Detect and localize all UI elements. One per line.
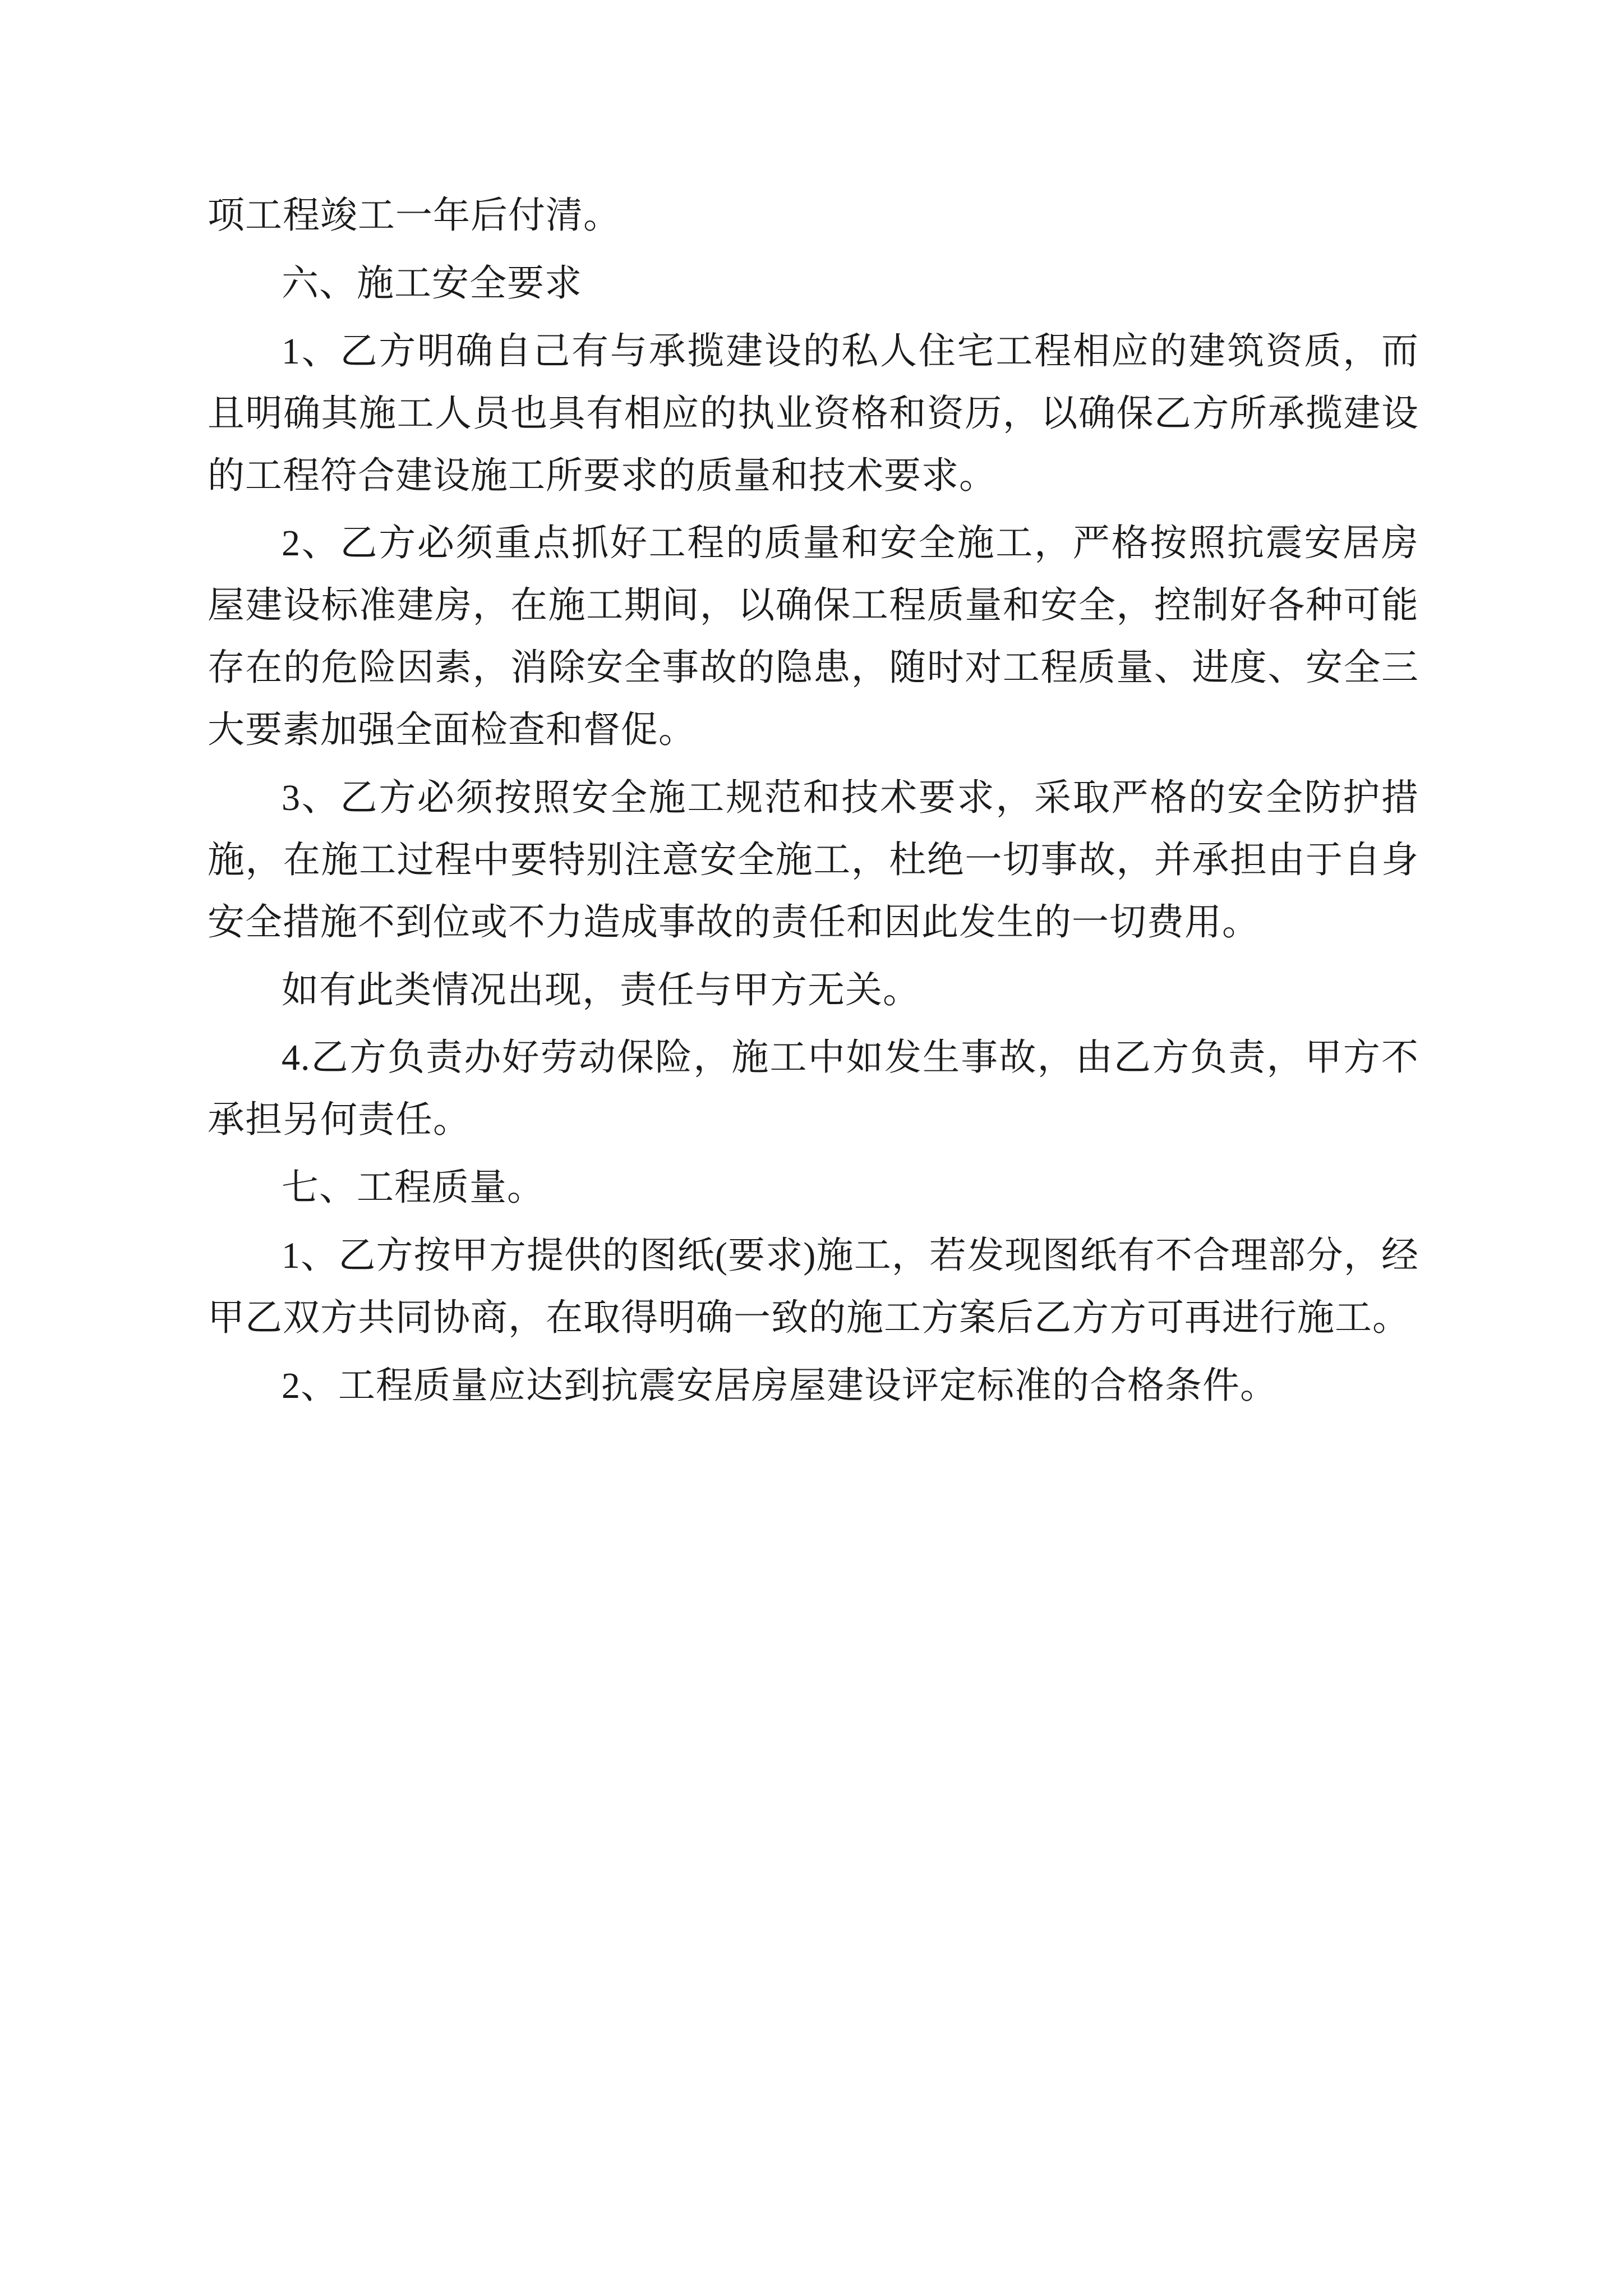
paragraph-section-seven-item-2: 2、工程质量应达到抗震安居房屋建设评定标准的合格条件。 [282,1365,1278,1406]
heading-section-six: 六、施工安全要求 [282,263,582,304]
paragraph-section-six-item-4: 4.乙方负责办好劳动保险，施工中如发生事故，由乙方负责，甲方不承担另何责任。 [208,1037,1419,1141]
paragraph-continuation-payment: 项工程竣工一年后付清。 [208,195,621,236]
paragraph-section-seven-item-1: 1、乙方按甲方提供的图纸(要求)施工，若发现图纸有不合理部分，经甲乙双方共同协商，在取得明确一致的施工方案后乙方方可再进行施工。 [208,1235,1419,1338]
paragraph-section-six-item-3: 3、乙方必须按照安全施工规范和技术要求，采取严格的安全防护措施，在施工过程中要特别注意安全施工，杜绝一切事故，并承担由于自身安全措施不到位或不力造成事故的责任和因此发生的一切费用。 [208,777,1419,943]
document-body [208,185,1419,1423]
paragraph-section-six-item-2: 2、乙方必须重点抓好工程的质量和安全施工，严格按照抗震安居房屋建设标准建房，在施工期间，以确保工程质量和安全，控制好各种可能存在的危险因素，消除安全事故的隐患，随时对工程质量、进度、安全三大要素加强全面检查和督促。 [208,523,1419,751]
paragraph-section-six-item-1: 1、乙方明确自己有与承揽建设的私人住宅工程相应的建筑资质，而且明确其施工人员也具有相应的执业资格和资历，以确保乙方所承揽建设的工程符合建设施工所要求的质量和技术要求。 [208,330,1419,496]
paragraph-section-six-item-3-note: 如有此类情况出现，责任与甲方无关。 [282,969,920,1011]
heading-section-seven: 七、工程质量。 [282,1167,545,1209]
